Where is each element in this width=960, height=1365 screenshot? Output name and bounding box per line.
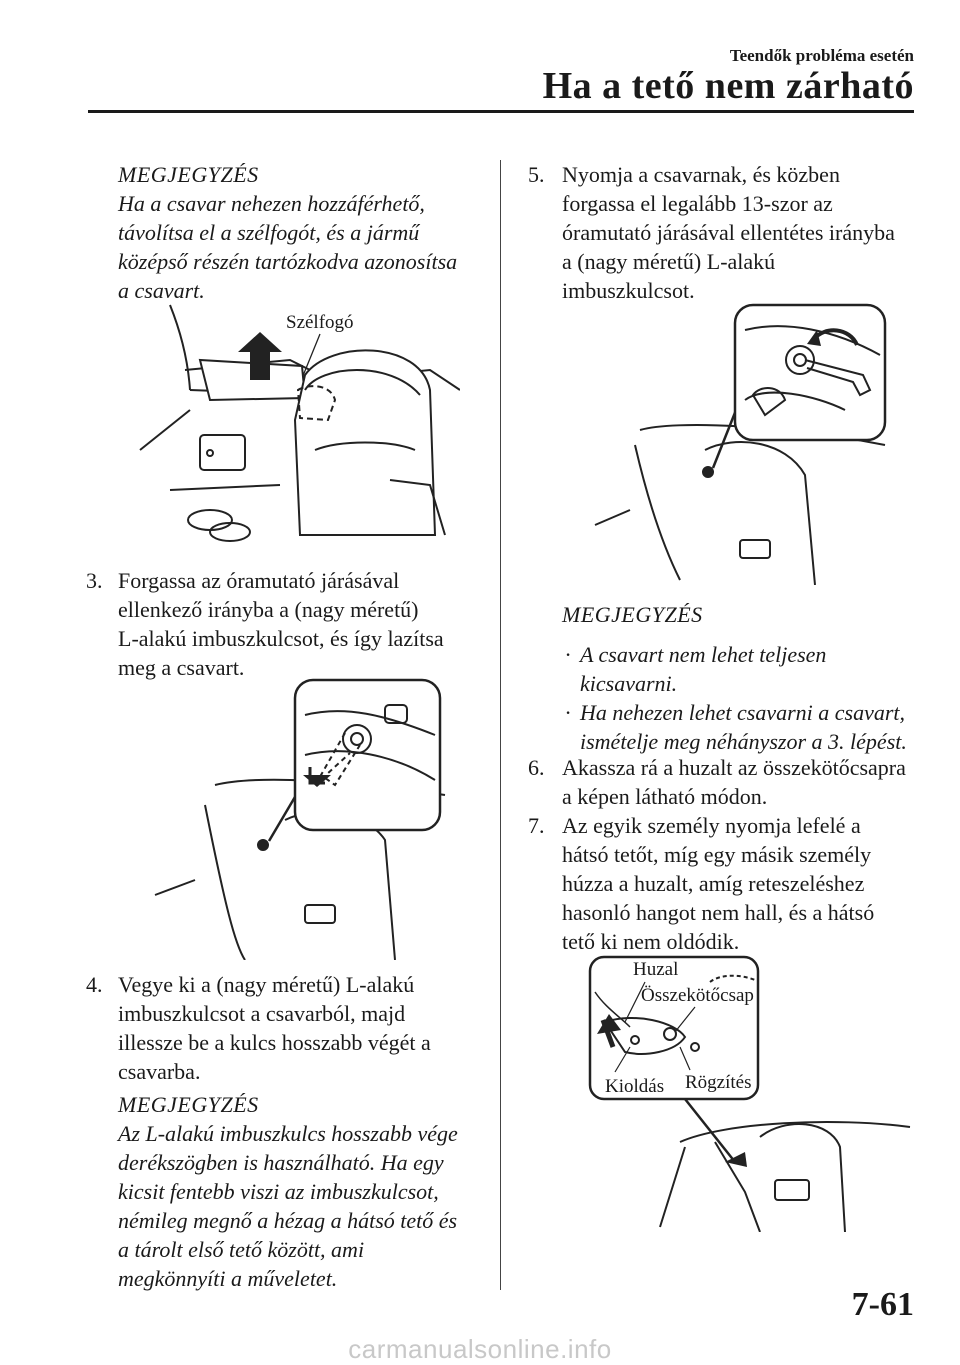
- step7-line-1: Az egyik személy nyomja lefelé a: [562, 813, 861, 838]
- step4-number: 4.: [86, 972, 103, 997]
- header-divider: [88, 110, 914, 113]
- step4-line-4: csavarba.: [118, 1059, 201, 1084]
- figure-wire-pin: [585, 952, 915, 1232]
- note3-bullet-1-line-1: A csavart nem lehet teljesen: [580, 642, 827, 667]
- note3-title: MEGJEGYZÉS: [562, 602, 703, 627]
- step4-line-1: Vegye ki a (nagy méretű) L-alakú: [118, 972, 415, 997]
- note1-line-2: távolítsa el a szélfogót, és a jármű: [118, 220, 420, 245]
- note3-bullet-1-line-2: kicsavarni.: [580, 671, 678, 696]
- step6-line-2: a képen látható módon.: [562, 784, 768, 809]
- note1-line-4: a csavart.: [118, 278, 205, 303]
- step5-line-3: óramutató járásával ellentétes irányba: [562, 220, 895, 245]
- step7-line-4: hasonló hangot nem hall, és a hátsó: [562, 900, 875, 925]
- note3-bullet-2-marker: ·: [565, 700, 571, 725]
- note2-line-2: derékszögben is használható. Ha egy: [118, 1150, 444, 1175]
- column-divider: [500, 160, 501, 1290]
- step7-line-3: húzza a huzalt, amíg reteszeléshez: [562, 871, 865, 896]
- release-label: Kioldás: [605, 1076, 665, 1097]
- step4-line-3: illessze be a kulcs hosszabb végét a: [118, 1030, 431, 1055]
- step6-number: 6.: [528, 755, 545, 780]
- note3-bullet-2-line-2: ismételje meg néhányszor a 3. lépést.: [580, 729, 907, 754]
- figure-wind-deflector: [130, 300, 460, 545]
- wire-label: Huzal: [633, 959, 679, 980]
- page-number: 7-61: [851, 1286, 914, 1323]
- note2-line-1: Az L-alakú imbuszkulcs hosszabb vége: [118, 1121, 458, 1146]
- step3-line-3: L-alakú imbuszkulcsot, és így lazítsa: [118, 626, 444, 651]
- figure-loosen-bolt: [145, 675, 450, 960]
- step3-line-1: Forgassa az óramutató járásával: [118, 568, 400, 593]
- step3-line-4: meg a csavart.: [118, 655, 245, 680]
- note1-line-1: Ha a csavar nehezen hozzáférhető,: [118, 191, 425, 216]
- step3-line-2: ellenkező irányba a (nagy méretű): [118, 597, 419, 622]
- note3-bullet-1-marker: ·: [565, 642, 571, 667]
- step3-number: 3.: [86, 568, 103, 593]
- note2-title: MEGJEGYZÉS: [118, 1092, 259, 1117]
- step7-line-2: hátsó tetőt, míg egy másik személy: [562, 842, 872, 867]
- note2-line-6: megkönnyíti a műveletet.: [118, 1266, 338, 1291]
- step5-line-5: imbuszkulcsot.: [562, 278, 695, 303]
- figure-rotate-key: [585, 300, 895, 585]
- note2-line-5: a tárolt első tető között, ami: [118, 1237, 365, 1262]
- step7-line-5: tető ki nem oldódik.: [562, 929, 740, 954]
- step7-number: 7.: [528, 813, 545, 838]
- page-title: Ha a tető nem zárható: [542, 65, 914, 107]
- section-heading: Teendők probléma esetén: [729, 46, 914, 65]
- step4-line-2: imbuszkulcsot a csavarból, majd: [118, 1001, 406, 1026]
- wind-deflector-label: Szélfogó: [286, 312, 354, 333]
- step5-line-4: a (nagy méretű) L-alakú: [562, 249, 776, 274]
- note2-line-3: kicsit fentebb viszi az imbuszkulcsot,: [118, 1179, 439, 1204]
- step5-line-1: Nyomja a csavarnak, és közben: [562, 162, 840, 187]
- step6-line-1: Akassza rá a huzalt az összekötőcsapra: [562, 755, 906, 780]
- watermark: carmanualsonline.info: [348, 1334, 612, 1364]
- note3-bullet-2-line-1: Ha nehezen lehet csavarni a csavart,: [580, 700, 906, 725]
- step5-line-2: forgassa el legalább 13-szor az: [562, 191, 833, 216]
- note1-line-3: középső részén tartózkodva azonosítsa: [118, 249, 458, 274]
- note2-line-4: némileg megnő a hézag a hátsó tető és: [118, 1208, 458, 1233]
- lock-label: Rögzítés: [685, 1072, 752, 1093]
- pin-label: Összekötőcsap: [641, 985, 754, 1006]
- step5-number: 5.: [528, 162, 545, 187]
- note1-title: MEGJEGYZÉS: [118, 162, 259, 187]
